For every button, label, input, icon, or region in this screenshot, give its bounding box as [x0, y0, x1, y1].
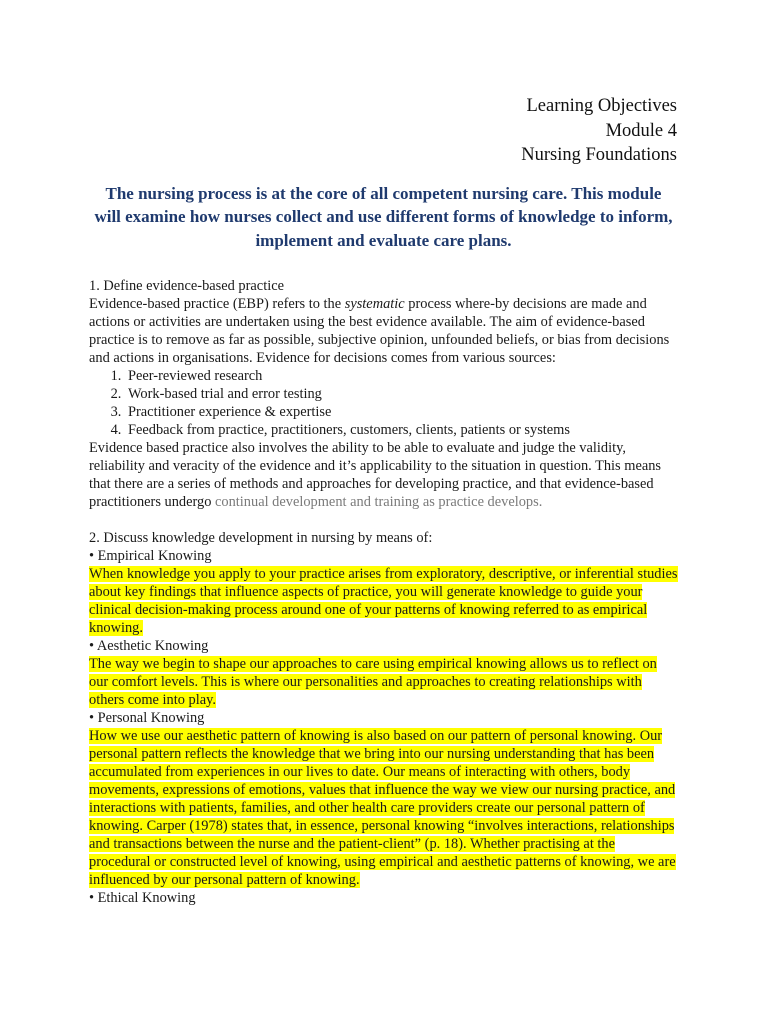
section-heading: 2. Discuss knowledge development in nursing by means of: [89, 530, 433, 546]
ebp-evaluation-paragraph: Evidence based practice also involves the ability to be able to evaluate and judge the validity, reliability and veracity of the evidence and it’s applicability to the situation in question. This means that there are a series of methods and approaches for developing practice, and that evidence-based practitioners undergo continual development and training as practice develops. [89, 440, 662, 510]
knowing-label-personal: • Personal Knowing [89, 710, 205, 726]
knowing-label-empirical: • Empirical Knowing [89, 548, 212, 564]
emphasis-systematic: systematic [344, 296, 405, 312]
section-evidence-based-practice [89, 277, 678, 511]
list-item: 3. Practitioner experience & expertise [125, 403, 678, 421]
highlighted-text: How we use our aesthetic pattern of knowing is also based on our pattern of personal knowing. Our personal pattern reflects the knowledge that we bring into our nursing understanding that has been accumulated from experiences in our lives to date. Our means of interacting with others, body movements, expressions of emotions, values that influence the way we view our nursing practice, and interactions with patients, families, and other health care providers create our personal pattern of knowing. Carper (1978) states that, in essence, personal knowing “involves interactions, relationships and transactions between the nurse and the patient-client” (p. 18). Whether practising at the procedural or constructed level of knowing, using empirical and aesthetic patterns of knowing, we are influenced by our personal pattern of knowing. [89, 728, 676, 888]
knowing-label-aesthetic: • Aesthetic Knowing [89, 638, 209, 654]
module-intro: The nursing process is at the core of all competent nursing care. This module will examine how nurses collect and use different forms of knowledge to inform, implement and evaluate care plans. [94, 183, 673, 250]
highlighted-text: When knowledge you apply to your practice arises from exploratory, descriptive, or inferential studies about key findings that influence aspects of practice, you will generate knowledge to guide your clinical decision-making process around one of your patterns of knowing referred to as empirical knowing. [89, 566, 678, 636]
document-header [89, 94, 677, 168]
list-item: 1. Peer-reviewed research [125, 367, 678, 385]
section-knowledge-development [89, 529, 678, 907]
knowing-text-personal [89, 727, 678, 889]
highlighted-text: The way we begin to shape our approaches to care using empirical knowing allows us to reflect on our comfort levels. This is where our personalities and approaches to creating relationships with others come into play. [89, 656, 657, 708]
evidence-sources-list [89, 367, 678, 439]
header-title: Learning Objectives [526, 96, 677, 116]
header-course: Nursing Foundations [521, 145, 677, 165]
knowing-text-aesthetic [89, 655, 678, 709]
muted-text: continual development and training as practice develops. [215, 494, 543, 510]
list-item: 2. Work-based trial and error testing [125, 385, 678, 403]
list-item: 4. Feedback from practice, practitioners, customers, clients, patients or systems [125, 421, 678, 439]
knowing-label-ethical: • Ethical Knowing [89, 890, 196, 906]
knowing-text-empirical [89, 565, 678, 637]
ebp-definition-paragraph: Evidence-based practice (EBP) refers to the systematic process where-by decisions are made and actions or activities are undertaken using the best evidence available. The aim of evidence-based practice is to remove as far as possible, subjective opinion, unfounded beliefs, or bias from decisions and actions in organisations. Evidence for decisions comes from various sources: [89, 296, 670, 366]
document-body [89, 277, 678, 907]
paragraph-gap [89, 511, 678, 529]
section-heading: 1. Define evidence-based practice [89, 278, 284, 294]
header-module: Module 4 [605, 120, 677, 141]
